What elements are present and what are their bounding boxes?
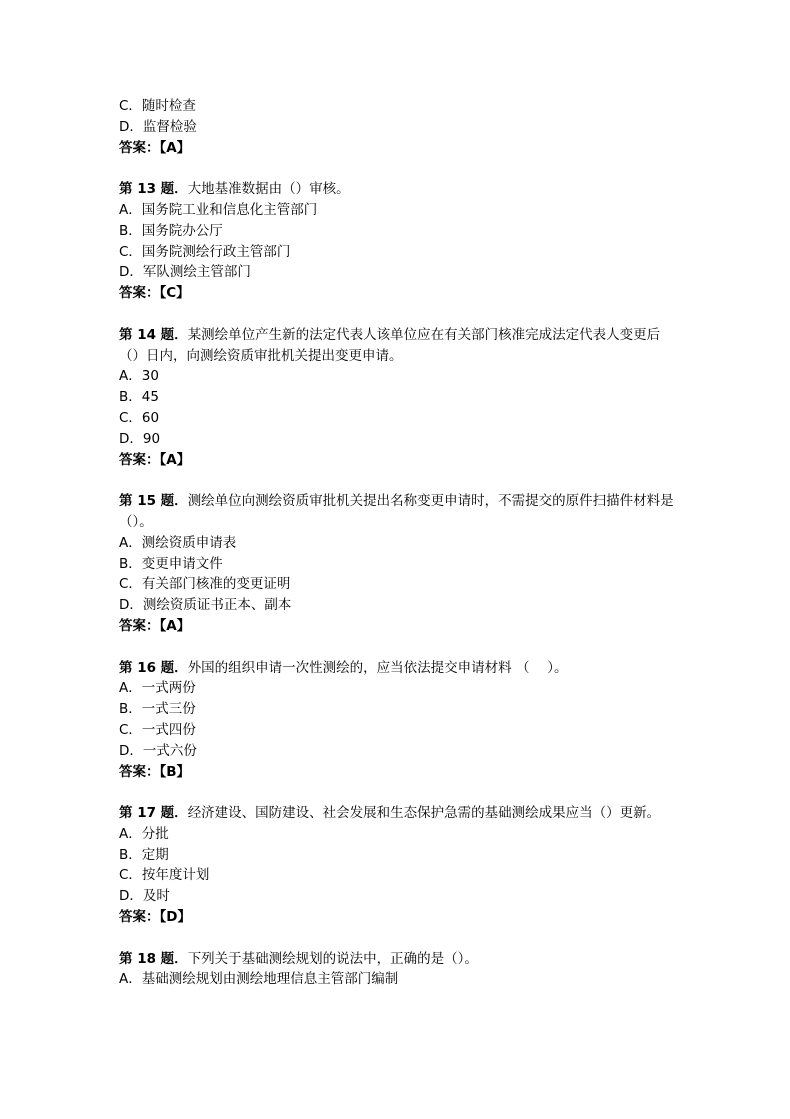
answer-line: 答案：【B】 xyxy=(119,763,191,780)
question-text: 外国的组织申请一次性测绘的，应当依法提交申请材料 （ ）。 xyxy=(187,659,568,676)
option-b: B．45 xyxy=(119,389,159,406)
option-a: A．一式两份 xyxy=(119,680,196,697)
question-15 xyxy=(119,491,679,637)
option-c: C．随时检查 xyxy=(119,98,196,114)
option-b: B．变更申请文件 xyxy=(119,555,223,572)
question-18 xyxy=(119,949,679,991)
option-a: A．测绘资质申请表 xyxy=(119,534,237,551)
previous-question-tail xyxy=(119,96,679,158)
option-c: C．国务院测绘行政主管部门 xyxy=(119,243,291,260)
question-text: 测绘单位向测绘资质审批机关提出名称变更申请时，不需提交的原件扫描件材料是（）。 xyxy=(119,493,674,530)
answer-line: 答案：【A】 xyxy=(119,139,191,156)
option-d: D．90 xyxy=(119,430,161,447)
option-a: A．30 xyxy=(119,368,159,385)
option-c: C．按年度计划 xyxy=(119,867,210,884)
question-17 xyxy=(119,803,679,928)
question-stem xyxy=(119,491,679,533)
question-number: 第 15 题． xyxy=(119,493,188,510)
option-d: D．军队测绘主管部门 xyxy=(119,264,251,281)
question-14 xyxy=(119,325,679,471)
option-a: A．分批 xyxy=(119,825,169,842)
question-text: 下列关于基础测绘规划的说法中，正确的是（）。 xyxy=(187,950,478,967)
question-16 xyxy=(119,658,679,783)
answer-line: 答案：【A】 xyxy=(119,451,191,468)
question-13 xyxy=(119,179,679,304)
option-a: A．基础测绘规划由测绘地理信息主管部门编制 xyxy=(119,971,399,988)
option-c: C．60 xyxy=(119,409,160,426)
option-b: B．国务院办公厅 xyxy=(119,222,223,239)
option-d: D．及时 xyxy=(119,888,170,905)
answer-line: 答案：【C】 xyxy=(119,285,190,302)
question-stem xyxy=(119,325,679,367)
answer-line: 答案：【A】 xyxy=(119,617,191,634)
option-b: B．一式三份 xyxy=(119,701,196,718)
question-stem xyxy=(119,803,679,824)
option-d: D．测绘资质证书正本、副本 xyxy=(119,597,292,614)
option-d: D．监督检验 xyxy=(119,118,197,135)
option-c: C．有关部门核准的变更证明 xyxy=(119,576,291,593)
answer-line: 答案：【D】 xyxy=(119,909,191,926)
option-a: A．国务院工业和信息化主管部门 xyxy=(119,201,318,218)
question-number: 第 14 题． xyxy=(119,326,188,343)
question-text: 某测绘单位产生新的法定代表人该单位应在有关部门核准完成法定代表人变更后（）日内，向测绘资质审批机关提出变更申请。 xyxy=(119,326,661,364)
question-stem xyxy=(119,658,679,679)
question-stem xyxy=(119,179,679,200)
question-number: 第 17 题． xyxy=(119,805,188,822)
question-text: 经济建设、国防建设、社会发展和生态保护急需的基础测绘成果应当（）更新。 xyxy=(187,805,661,822)
question-stem xyxy=(119,949,679,970)
document-page xyxy=(119,96,679,990)
question-text: 大地基准数据由（）审核。 xyxy=(187,181,350,198)
option-c: C．一式四份 xyxy=(119,721,196,738)
option-d: D．一式六份 xyxy=(119,742,197,759)
question-number: 第 18 题． xyxy=(119,950,188,967)
option-b: B．定期 xyxy=(119,846,169,863)
question-number: 第 13 题． xyxy=(119,181,188,198)
question-number: 第 16 题． xyxy=(119,659,188,676)
